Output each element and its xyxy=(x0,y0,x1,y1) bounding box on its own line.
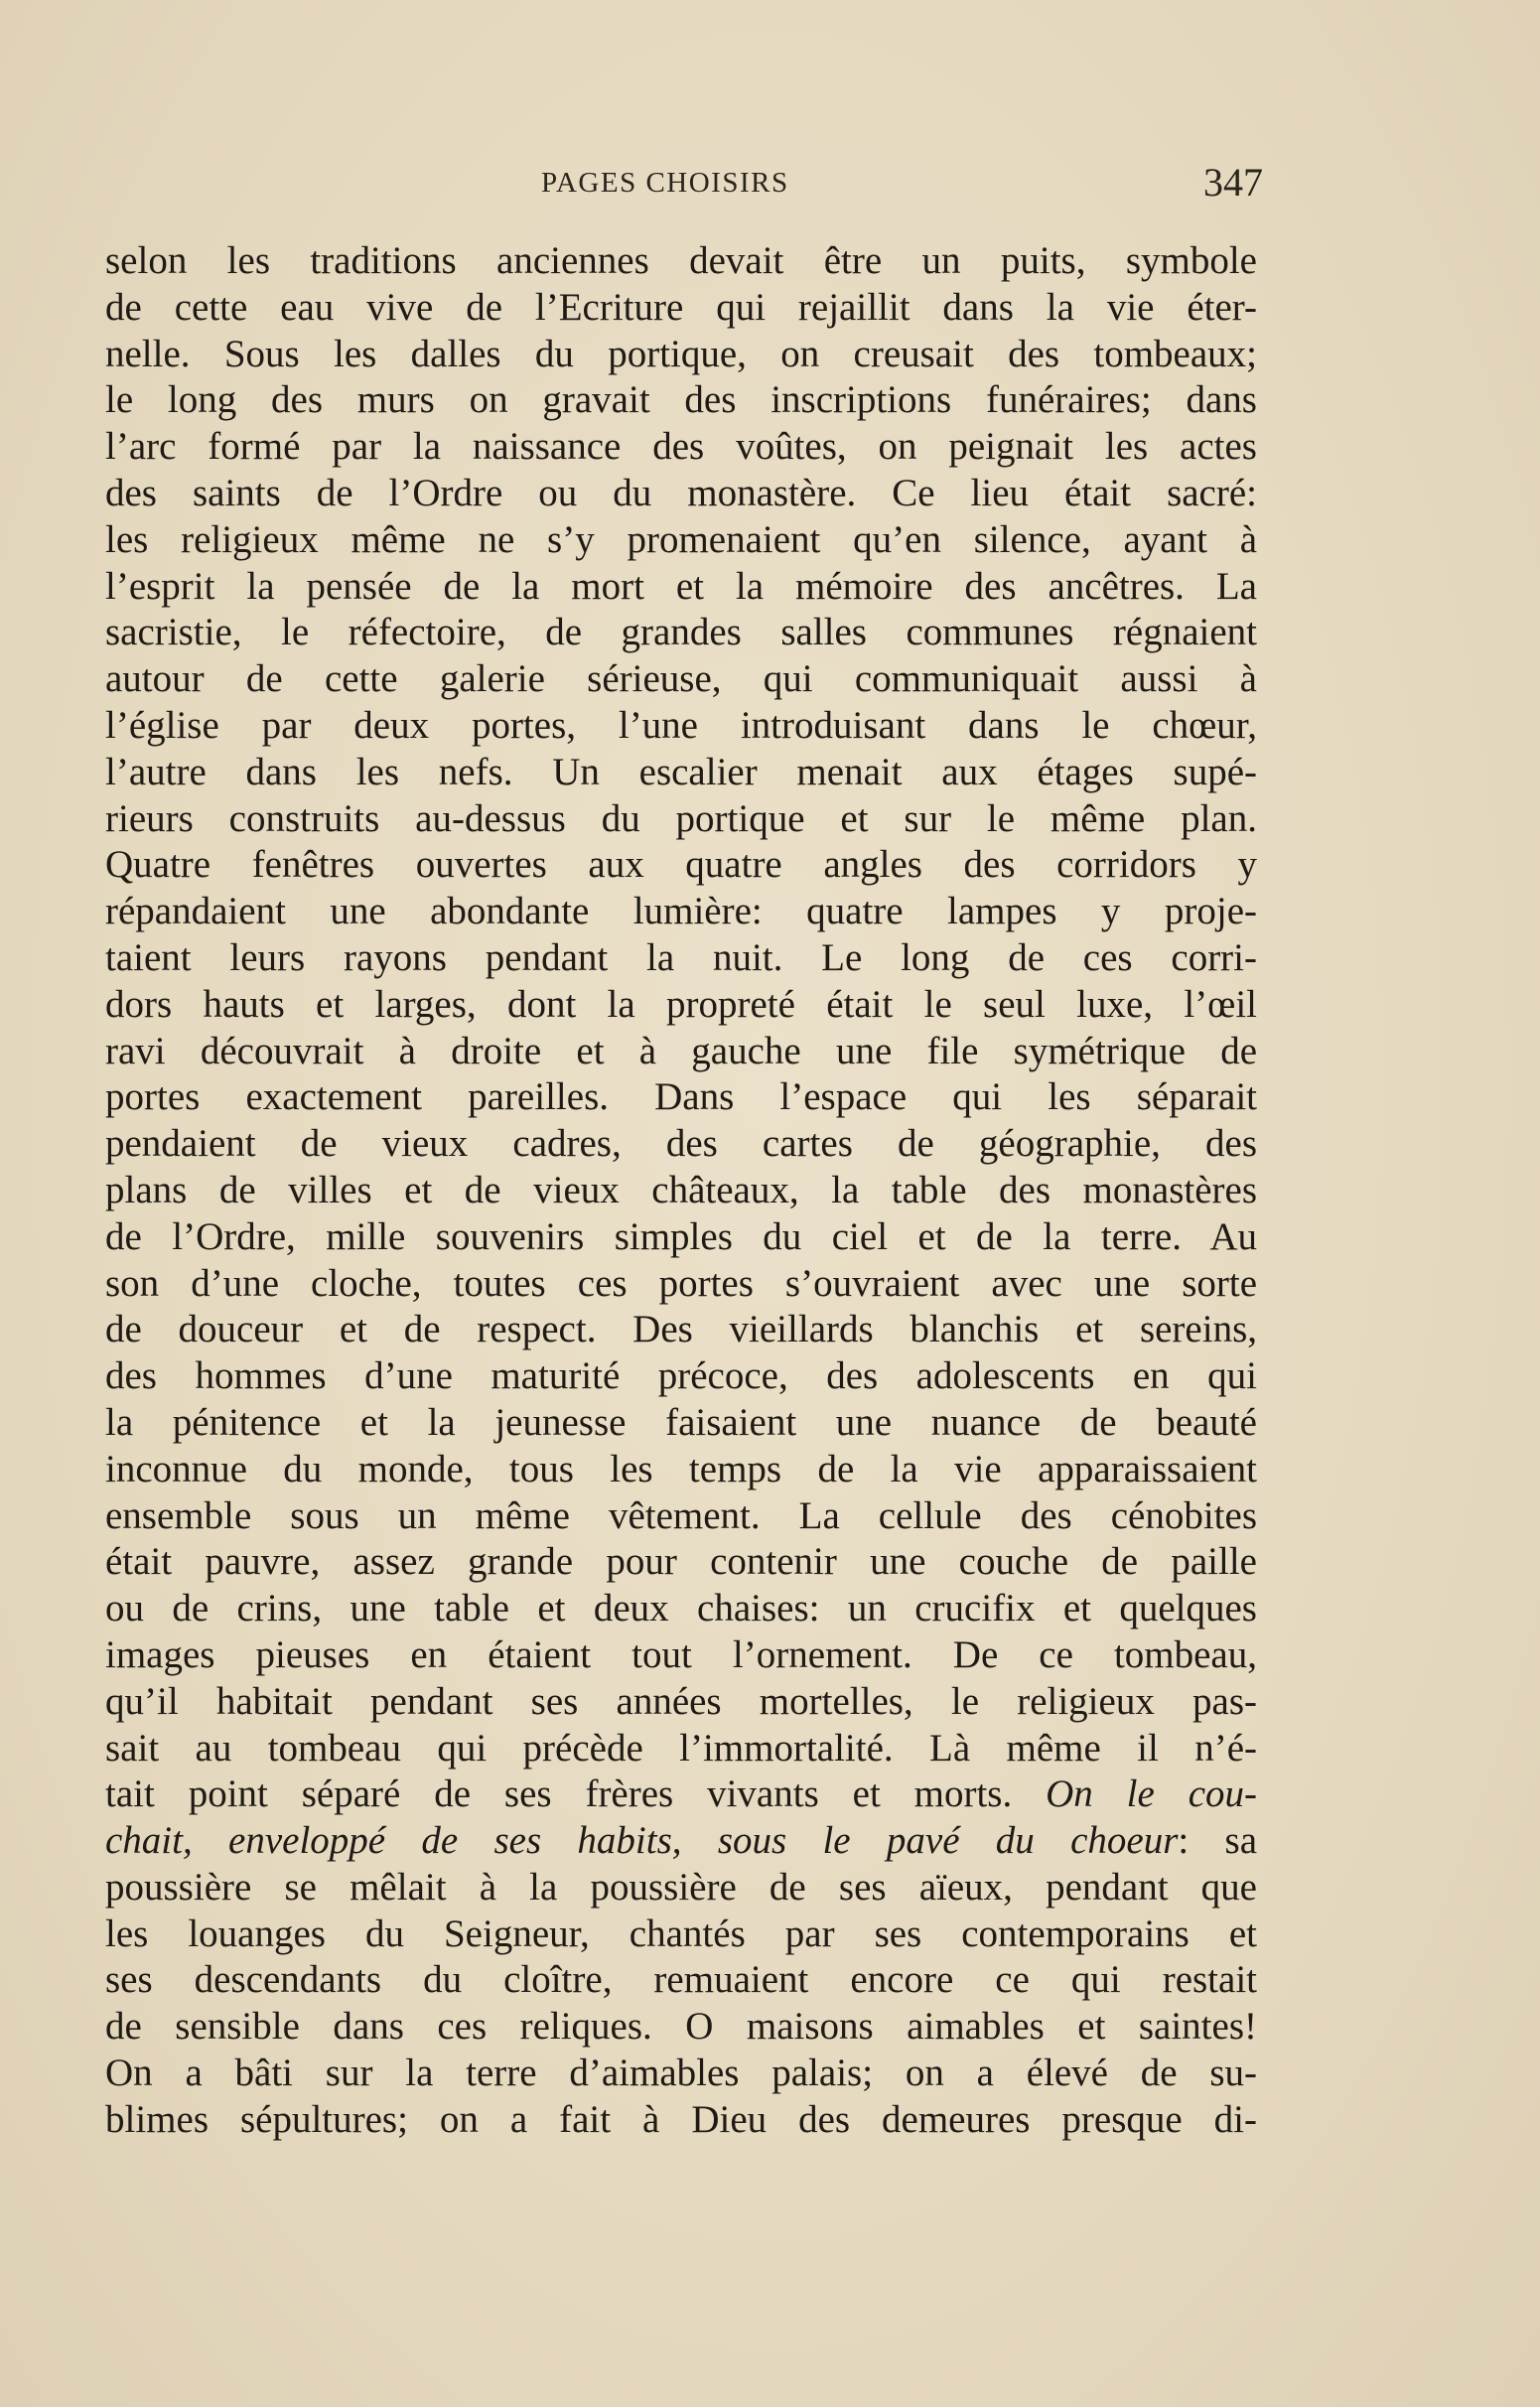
italic-segment: On le cou- xyxy=(1046,1772,1258,1816)
text-line-mixed xyxy=(105,1818,1257,1865)
text-line: des hommes d’une maturité précoce, des adolescents en qui xyxy=(105,1354,1257,1398)
text-line: ensemble sous un même vêtement. La cellule des cénobites xyxy=(105,1493,1257,1537)
text-line: l’arc formé par la naissance des voûtes, on peignait les actes xyxy=(105,425,1257,469)
text-line: autour de cette galerie sérieuse, qui communiquait aussi à xyxy=(105,657,1257,701)
text-line: rieurs construits au-dessus du portique et sur le même plan. xyxy=(105,796,1257,840)
text-line: sacristie, le réfectoire, de grandes salles communes régnaient xyxy=(105,611,1257,654)
text-line: l’autre dans les nefs. Un escalier menait aux étages supé- xyxy=(105,750,1257,793)
text-line: selon les traditions anciennes devait être un puits, symbole xyxy=(105,239,1257,282)
text-line: des saints de l’Ordre ou du monastère. Ce lieu était sacré: xyxy=(105,471,1257,514)
text-line: ou de crins, une table et deux chaises: un crucifix et quelques xyxy=(105,1587,1257,1630)
text-line: ses descendants du cloître, remuaient encore ce qui restait xyxy=(105,1958,1257,2002)
page-number: 347 xyxy=(1203,160,1263,205)
text-line: répandaient une abondante lumière: quatre lampes y proje- xyxy=(105,890,1257,933)
text-line: portes exactement pareilles. Dans l’espace qui les séparait xyxy=(105,1075,1257,1119)
text-line: pendaient de vieux cadres, des cartes de géographie, des xyxy=(105,1122,1257,1166)
text-line: l’église par deux portes, l’une introduisant dans le chœur, xyxy=(105,703,1257,747)
text-line: Quatre fenêtres ouvertes aux quatre angles des corridors y xyxy=(105,843,1257,887)
text-line: On a bâti sur la terre d’aimables palais; on a élevé de su- xyxy=(105,2052,1257,2095)
text-line: plans de villes et de vieux châteaux, la table des monastères xyxy=(105,1168,1257,1211)
text-line: images pieuses en étaient tout l’ornement. De ce tombeau, xyxy=(105,1632,1257,1676)
running-header xyxy=(0,159,1540,218)
text-line: était pauvre, assez grande pour contenir une couche de paille xyxy=(105,1540,1257,1584)
text-line: qu’il habitait pendant ses années mortelles, le religieux pas- xyxy=(105,1679,1257,1723)
text-line: la pénitence et la jeunesse faisaient une nuance de beauté xyxy=(105,1400,1257,1444)
text-line: dors hauts et larges, dont la propreté était le seul luxe, l’œil xyxy=(105,982,1257,1026)
text-line: de l’Ordre, mille souvenirs simples du ciel et de la terre. Au xyxy=(105,1214,1257,1258)
body-text xyxy=(105,238,1257,2144)
text-line: de douceur et de respect. Des vieillards blanchis et sereins, xyxy=(105,1308,1257,1351)
text-line: inconnue du monde, tous les temps de la vie apparaissaient xyxy=(105,1447,1257,1490)
text-line: son d’une cloche, toutes ces portes s’ouvraient avec une sorte xyxy=(105,1261,1257,1305)
text-line: nelle. Sous les dalles du portique, on creusait des tombeaux; xyxy=(105,332,1257,375)
text-line: l’esprit la pensée de la mort et la mémoire des ancêtres. La xyxy=(105,564,1257,608)
roman-segment: tait point séparé de ses frères vivants et morts. xyxy=(105,1772,1013,1816)
italic-segment: chait, enveloppé de ses habits, sous le pavé du choeur xyxy=(105,1819,1179,1863)
text-line-mixed xyxy=(105,1771,1257,1818)
text-line: poussière se mêlait à la poussière de ses aïeux, pendant que xyxy=(105,1865,1257,1909)
roman-segment: : sa xyxy=(1178,1819,1258,1863)
text-line: les louanges du Seigneur, chantés par ses contemporains et xyxy=(105,1911,1257,1955)
text-line: ravi découvrait à droite et à gauche une file symétrique de xyxy=(105,1029,1257,1072)
running-title: PAGES CHOISIRS xyxy=(541,167,789,199)
text-line: de sensible dans ces reliques. O maisons aimables et saintes! xyxy=(105,2005,1257,2049)
text-line: le long des murs on gravait des inscriptions funéraires; dans xyxy=(105,378,1257,422)
text-line: sait au tombeau qui précède l’immortalité. Là même il n’é- xyxy=(105,1726,1257,1770)
text-line: les religieux même ne s’y promenaient qu’en silence, ayant à xyxy=(105,517,1257,561)
text-line: blimes sépultures; on a fait à Dieu des demeures presque di- xyxy=(105,2097,1257,2141)
text-line: de cette eau vive de l’Ecriture qui rejaillit dans la vie éter- xyxy=(105,285,1257,329)
text-line: taient leurs rayons pendant la nuit. Le long de ces corri- xyxy=(105,935,1257,979)
